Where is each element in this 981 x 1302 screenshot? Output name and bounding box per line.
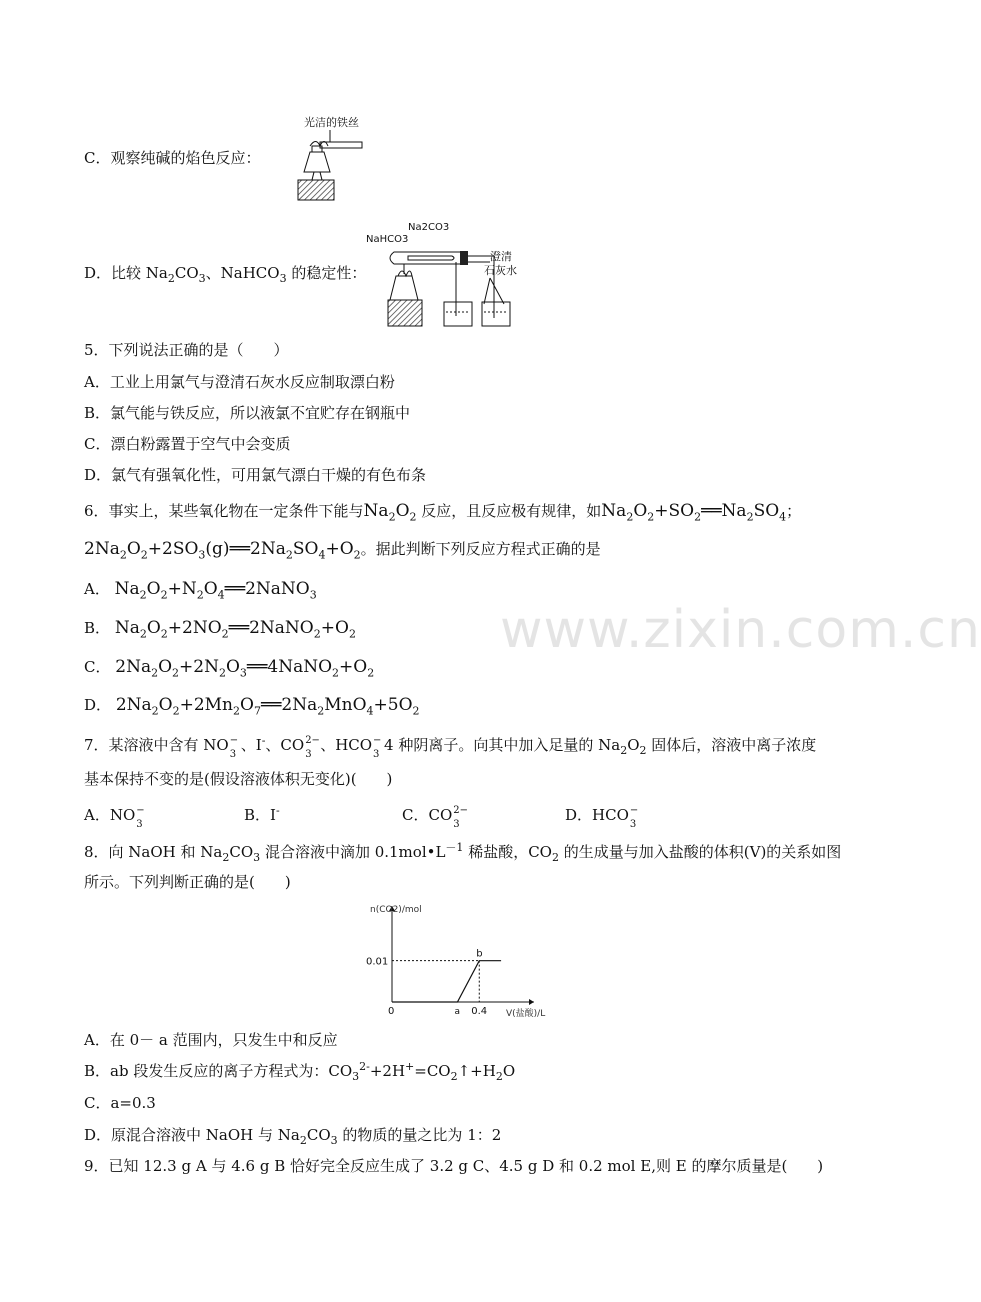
q5-option-c: C．漂白粉露置于空气中会变质: [84, 435, 291, 453]
point-label-b: b: [476, 948, 483, 960]
q8-stem-line1: 8．向 NaOH 和 $Na_2CO_3$ 混合溶液中滴加 $0.1mol•L^{-1}$ 稀盐酸，$CO_2$ 的生成量与加入盐酸的体积(V)的关系如图: [84, 841, 842, 864]
co2-volume-chart: [362, 898, 546, 1022]
iron-wire-label: 光洁的铁丝: [304, 116, 359, 129]
q6-stem-part: 反应，且反应极有规律，如: [421, 502, 602, 520]
q6-option-b: B． $Na_2O_2+2NO_2══2NaNO_2+O_2$: [84, 618, 356, 641]
q6-stem-part: ；: [786, 502, 802, 520]
q8-stem-part: 混合溶液中滴加 0.1mol•L: [264, 843, 446, 861]
x-tick-label: a: [454, 1007, 460, 1017]
q4-d-part: 、NaHCO: [205, 264, 280, 282]
x-tick-label: 0: [388, 1006, 395, 1017]
q8-stem-part: 8．向 NaOH 和 Na: [84, 843, 223, 861]
q5-option-d: D．氯气有强氧化性，可用氯气漂白干燥的有色布条: [84, 466, 427, 484]
q8-d-part: 的物质的量之比为 1：2: [342, 1126, 502, 1144]
q4-option-c-text: C．观察纯碱的焰色反应：: [84, 149, 261, 167]
q7-option-a: A．NO − 3: [84, 805, 145, 830]
q6-stem-part: 6．事实上，某些氧化物在一定条件下能与: [84, 502, 364, 520]
q8-d-part: CO: [306, 1126, 331, 1144]
q7-option-c: C．CO 2− 3: [402, 805, 469, 830]
q7-option-d: D．HCO − 3: [565, 805, 639, 830]
q6-option-label: B．: [84, 619, 111, 637]
limewater-label-2: 石灰水: [484, 264, 517, 277]
q8-stem-line2: 所示。下列判断正确的是( ): [84, 873, 291, 891]
q7-stem-part: 、HCO: [320, 736, 373, 754]
q7-stem-part: 固体后，溶液中离子浓度: [651, 736, 817, 754]
nahco3-label: NaHCO3: [366, 234, 409, 245]
q4-option-d: D．比较 $Na_2CO_3$、NaHCO$_3$ 的稳定性：: [84, 264, 367, 285]
q6-option-a: A． $Na_2O_2+N_2O_4══2NaNO_3$: [84, 579, 317, 602]
q8-b-part: B．ab 段发生反应的离子方程式为：CO: [84, 1062, 353, 1080]
watermark: www.zixin.com.cn: [500, 600, 981, 660]
q8-b-part: =CO: [414, 1062, 451, 1080]
q7-option-text: C．CO: [402, 806, 453, 824]
limewater-label-1: 澄清: [490, 250, 512, 263]
q4-d-part: 的稳定性：: [291, 264, 367, 282]
q7-stem-part: 、CO: [265, 736, 305, 754]
q7-option-b: B．I-: [244, 804, 280, 824]
q8-b-part: O: [502, 1062, 516, 1080]
q8-stem-part: 的生成量与加入盐酸的体积(V)的关系如图: [563, 843, 842, 861]
q6-option-label: A．: [84, 580, 110, 598]
y-tick-label: 0.01: [366, 956, 389, 968]
q8-b-part: +2H: [369, 1062, 406, 1080]
q8-option-a: A．在 0－ a 范围内，只发生中和反应: [84, 1031, 338, 1049]
q6-option-label: C．: [84, 658, 111, 676]
q8-option-d: D．原混合溶液中 NaOH 与 $Na_2CO_3$ 的物质的量之比为 1：2: [84, 1126, 502, 1147]
na2co3-label: Na2CO3: [408, 222, 450, 233]
q6-stem-line1: 6．事实上，某些氧化物在一定条件下能与$Na_2O_2$ 反应，且反应极有规律，如$Na_2O_2+SO_2══Na_2SO_4$；: [84, 501, 802, 524]
x-tick-label: 0.4: [471, 1006, 488, 1017]
q7-stem-part: 4 种阴离子。向其中加入足量的 Na: [384, 736, 621, 754]
x-axis-label: V(盐酸)/L: [506, 1009, 546, 1019]
q6-stem-part: 。据此判断下列反应方程式正确的是: [360, 540, 601, 558]
y-axis-label: n(CO2)/mol: [370, 905, 422, 915]
q5-stem: 5．下列说法正确的是（ ）: [84, 341, 289, 359]
q9-stem: 9．已知 12.3 g A 与 4.6 g B 恰好完全反应生成了 3.2 g C、4.5 g D 和 0.2 mol E,则 E 的摩尔质量是( ): [84, 1157, 824, 1175]
q6-option-d: D． $2Na_2O_2+2Mn_2O_7══2Na_2MnO_4+5O_2$: [84, 695, 420, 718]
q7-stem-line2: 基本保持不变的是(假设溶液体积无变化)( ): [84, 770, 393, 788]
q4-d-part: D．比较 Na: [84, 264, 168, 282]
q8-d-part: D．原混合溶液中 NaOH 与 Na: [84, 1126, 300, 1144]
q7-option-text: D．HCO: [565, 806, 629, 824]
q5-option-a: A．工业上用氯气与澄清石灰水反应制取漂白粉: [84, 373, 395, 391]
flame-test-figure: [290, 112, 370, 202]
q5-option-b: B．氯气能与铁反应，所以液氯不宜贮存在钢瓶中: [84, 404, 411, 422]
q6-option-c: C． $2Na_2O_2+2N_2O_3══4NaNO_2+O_2$: [84, 657, 375, 680]
q7-stem-line1: 7．某溶液中含有 NO − 3 、I-、CO 2− 3 、HCO − 3 4 种阴离子。向其中加入足量的 $Na_2O_2$ 固体后，溶液中离子浓度: [84, 734, 817, 760]
co2-series-line: [392, 961, 501, 1002]
q8-stem-part: 稀盐酸，CO: [468, 843, 552, 861]
q8-option-b: B．ab 段发生反应的离子方程式为：$CO_3^{2-}+2H^+=CO_2↑+H_2O$: [84, 1060, 516, 1083]
stability-apparatus-figure: [364, 218, 524, 330]
q7-stem-part: 7．某溶液中含有 NO: [84, 736, 229, 754]
q4-d-part: CO: [174, 264, 199, 282]
q8-option-c: C．a=0.3: [84, 1094, 156, 1112]
q8-stem-part: CO: [229, 843, 254, 861]
q4-option-c: [84, 147, 260, 169]
q8-b-part: ↑+H: [457, 1062, 496, 1080]
q7-option-text: B．I: [244, 806, 276, 824]
q6-stem-line2: $2Na_2O_2+2SO_3(g)══2Na_2SO_4+O_2$。据此判断下列反应方程式正确的是: [84, 539, 601, 562]
q7-option-text: A．NO: [84, 806, 136, 824]
q7-stem-part: 、I: [240, 736, 262, 754]
x-axis-arrow: [529, 999, 534, 1005]
q6-option-label: D．: [84, 696, 112, 714]
